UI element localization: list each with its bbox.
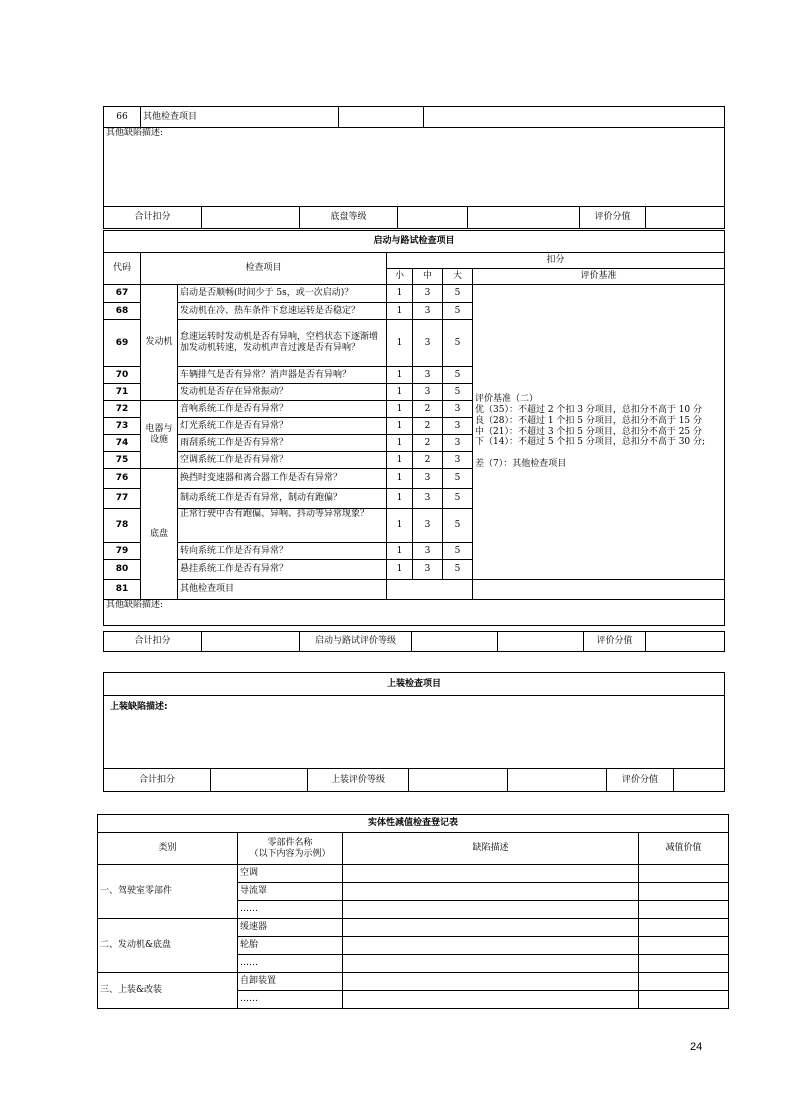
row-large: 3 [443,418,473,435]
part-name: 自卸装置 [238,973,343,991]
value-cell [639,991,729,1009]
criteria-line: 良（28）：不超过 1 个扣 5 分项目，总扣分不高于 15 分 [475,415,703,426]
defect-cell [343,919,639,937]
row-mid: 3 [413,560,443,580]
row-criteria [473,580,725,600]
header-value: 减值价值 [639,833,729,865]
row-code: 79 [104,543,141,560]
group-electric: 电器与设施 [141,401,178,469]
row-small: 1 [387,543,413,560]
spacer [498,632,584,652]
row-large: 5 [443,509,473,543]
header-defect: 缺陷描述 [343,833,639,865]
row-item: 空调系统工作是否有异常？ [178,452,387,469]
defect-cell [343,991,639,1009]
value-cell [639,883,729,901]
criteria-line: 差（7）：其他检查项目 [475,459,567,470]
row-small: 1 [387,401,413,418]
row-code: 80 [104,560,141,580]
row-item: 其他检查项目 [178,580,387,600]
row-item: 制动系统工作是否有异常，制动有跑偏？ [178,489,387,509]
row-mid: 3 [413,285,443,303]
part-name: 空调 [238,865,343,883]
defect-label: 其他缺陷描述: [106,128,164,138]
row-code: 81 [104,580,141,600]
defect-cell [343,955,639,973]
row-code: 73 [104,418,141,435]
score-value [646,632,725,652]
row-small: 1 [387,560,413,580]
row-small: 1 [387,509,413,543]
row-item: 其他检查项目 [141,107,339,128]
part-name: 缓速器 [238,919,343,937]
defect-cell [343,937,639,955]
part-name: …… [238,901,343,919]
row-small: 1 [387,489,413,509]
section-title: 启动与路试检查项目 [104,231,725,253]
defect-cell [343,901,639,919]
category-cell: 一、驾驶室零部件 [98,865,238,919]
row-mid: 3 [413,489,443,509]
row-item: 换挡时变速器和离合器工作是否有异常？ [178,469,387,489]
total-deduct-label: 合计扣分 [104,769,211,792]
header-small: 小 [387,269,413,285]
criteria-gap [475,448,722,459]
part-name: 轮胎 [238,937,343,955]
header-mid: 中 [413,269,443,285]
row-large: 5 [443,303,473,320]
spacer [508,769,607,792]
header-criteria: 评价基准 [473,269,725,285]
row-small: 1 [387,452,413,469]
row-mid: 2 [413,452,443,469]
category-cell: 三、上装&改装 [98,973,238,1009]
row-small: 1 [387,435,413,452]
category-cell: 二、发动机&底盘 [98,919,238,973]
row-item: 音响系统工作是否有异常？ [178,401,387,418]
row-code: 66 [104,107,141,128]
row-code: 70 [104,367,141,384]
value-cell [639,865,729,883]
row-mid: 3 [413,469,443,489]
row-large: 5 [443,367,473,384]
header-part [238,833,343,865]
header-category: 类别 [98,833,238,865]
criteria-line: 评价基准（二） [475,394,539,405]
row-large: 5 [443,469,473,489]
row-mid: 3 [413,303,443,320]
total-deduct-value [211,769,308,792]
row-mid: 2 [413,418,443,435]
grade-value [398,207,468,229]
row-item: 启动是否顺畅(时间少于 5s，或一次启动)？ [178,285,387,303]
grade-label: 底盘等级 [300,207,398,229]
section-title: 实体性减值检查登记表 [98,815,729,833]
grade-value [412,632,498,652]
criteria-line: 优（35）：不超过 2 个扣 3 分项目，总扣分不高于 10 分 [475,404,703,415]
row-item: 正常行驶中否有跑偏、异响、抖动等异常现象？ [178,509,387,543]
row-item: 发动机是否存在异常振动？ [178,384,387,401]
score-label: 评价分值 [580,207,646,229]
grade-label: 上装评价等级 [308,769,409,792]
criteria-line: 中（21）：不超过 3 个扣 5 分项目，总扣分不高于 25 分 [475,426,703,437]
defect-cell [343,883,639,901]
row-item: 车辆排气是否有异常？消声器是否有异响？ [178,367,387,384]
row-large: 3 [443,435,473,452]
defect-description [104,600,725,626]
row-deduct [387,580,473,600]
row-mid: 3 [413,543,443,560]
row-item: 灯光系统工作是否有异常？ [178,418,387,435]
row-small: 1 [387,285,413,303]
header-item: 检查项目 [141,253,387,285]
header-large: 大 [443,269,473,285]
row-large: 5 [443,560,473,580]
row-code: 69 [104,320,141,367]
row-mid: 3 [413,320,443,367]
grade-label: 启动与路试评价等级 [300,632,412,652]
header-part-note: （以下内容为示例） [249,848,331,859]
value-cell [639,901,729,919]
row-code: 74 [104,435,141,452]
row-small: 1 [387,303,413,320]
chassis-score-table [103,206,725,229]
row-deduct [339,107,424,128]
row-mid: 3 [413,367,443,384]
header-part-name: 零部件名称 [267,837,313,848]
section-title: 上装检查项目 [104,673,725,696]
row-small: 1 [387,367,413,384]
row-small: 1 [387,384,413,401]
row-item: 悬挂系统工作是否有异常？ [178,560,387,580]
spacer [468,207,580,229]
defect-cell [343,865,639,883]
row-code: 71 [104,384,141,401]
body-table [103,672,725,769]
header-code: 代码 [104,253,141,285]
row-item: 怠速运转时发动机是否有异响，空档状态下逐渐增加发动机转速，发动机声音过渡是否有异响？ [178,320,387,367]
row-large: 5 [443,285,473,303]
row-large: 5 [443,489,473,509]
road-test-table [103,230,725,626]
value-cell [639,919,729,937]
row-code: 68 [104,303,141,320]
defect-cell [343,973,639,991]
defect-label: 上装缺陷描述: [110,702,168,712]
row-item: 雨刮系统工作是否有异常？ [178,435,387,452]
defect-description [104,696,725,769]
road-score-table [103,631,725,652]
row-code: 72 [104,401,141,418]
page-number: 24 [690,1041,703,1053]
part-name: 导流罩 [238,883,343,901]
defect-description [104,128,725,207]
row-small: 1 [387,320,413,367]
total-deduct-value [202,632,300,652]
total-deduct-label: 合计扣分 [104,632,202,652]
row-large: 5 [443,543,473,560]
criteria-cell [473,285,725,580]
row-large: 3 [443,401,473,418]
row-small: 1 [387,469,413,489]
row-mid: 2 [413,435,443,452]
value-cell [639,937,729,955]
row-mid: 3 [413,509,443,543]
depreciation-table [97,814,729,1009]
row-item: 发动机在冷、热车条件下怠速运转是否稳定？ [178,303,387,320]
score-label: 评价分值 [607,769,674,792]
body-score-table [103,768,725,792]
other-items-table [103,106,725,207]
total-deduct-value [202,207,300,229]
criteria-line: 下（14）：不超过 5 个扣 5 分项目，总扣分不高于 30 分; [475,437,706,448]
row-large: 5 [443,384,473,401]
header-deduct: 扣分 [387,253,725,269]
row-large: 5 [443,320,473,367]
row-criteria [424,107,725,128]
row-code: 75 [104,452,141,469]
part-name: …… [238,955,343,973]
score-label: 评价分值 [584,632,646,652]
row-large: 3 [443,452,473,469]
value-cell [639,955,729,973]
group-chassis: 底盘 [141,469,178,600]
row-code: 78 [104,509,141,543]
row-code: 67 [104,285,141,303]
row-mid: 3 [413,384,443,401]
row-code: 76 [104,469,141,489]
score-value [674,769,725,792]
defect-label: 其他缺陷描述: [106,600,164,610]
part-name: …… [238,991,343,1009]
row-mid: 2 [413,401,443,418]
row-item: 转向系统工作是否有异常？ [178,543,387,560]
group-engine: 发动机 [141,285,178,401]
row-small: 1 [387,418,413,435]
total-deduct-label: 合计扣分 [104,207,202,229]
value-cell [639,973,729,991]
grade-value [409,769,508,792]
score-value [646,207,725,229]
row-code: 77 [104,489,141,509]
